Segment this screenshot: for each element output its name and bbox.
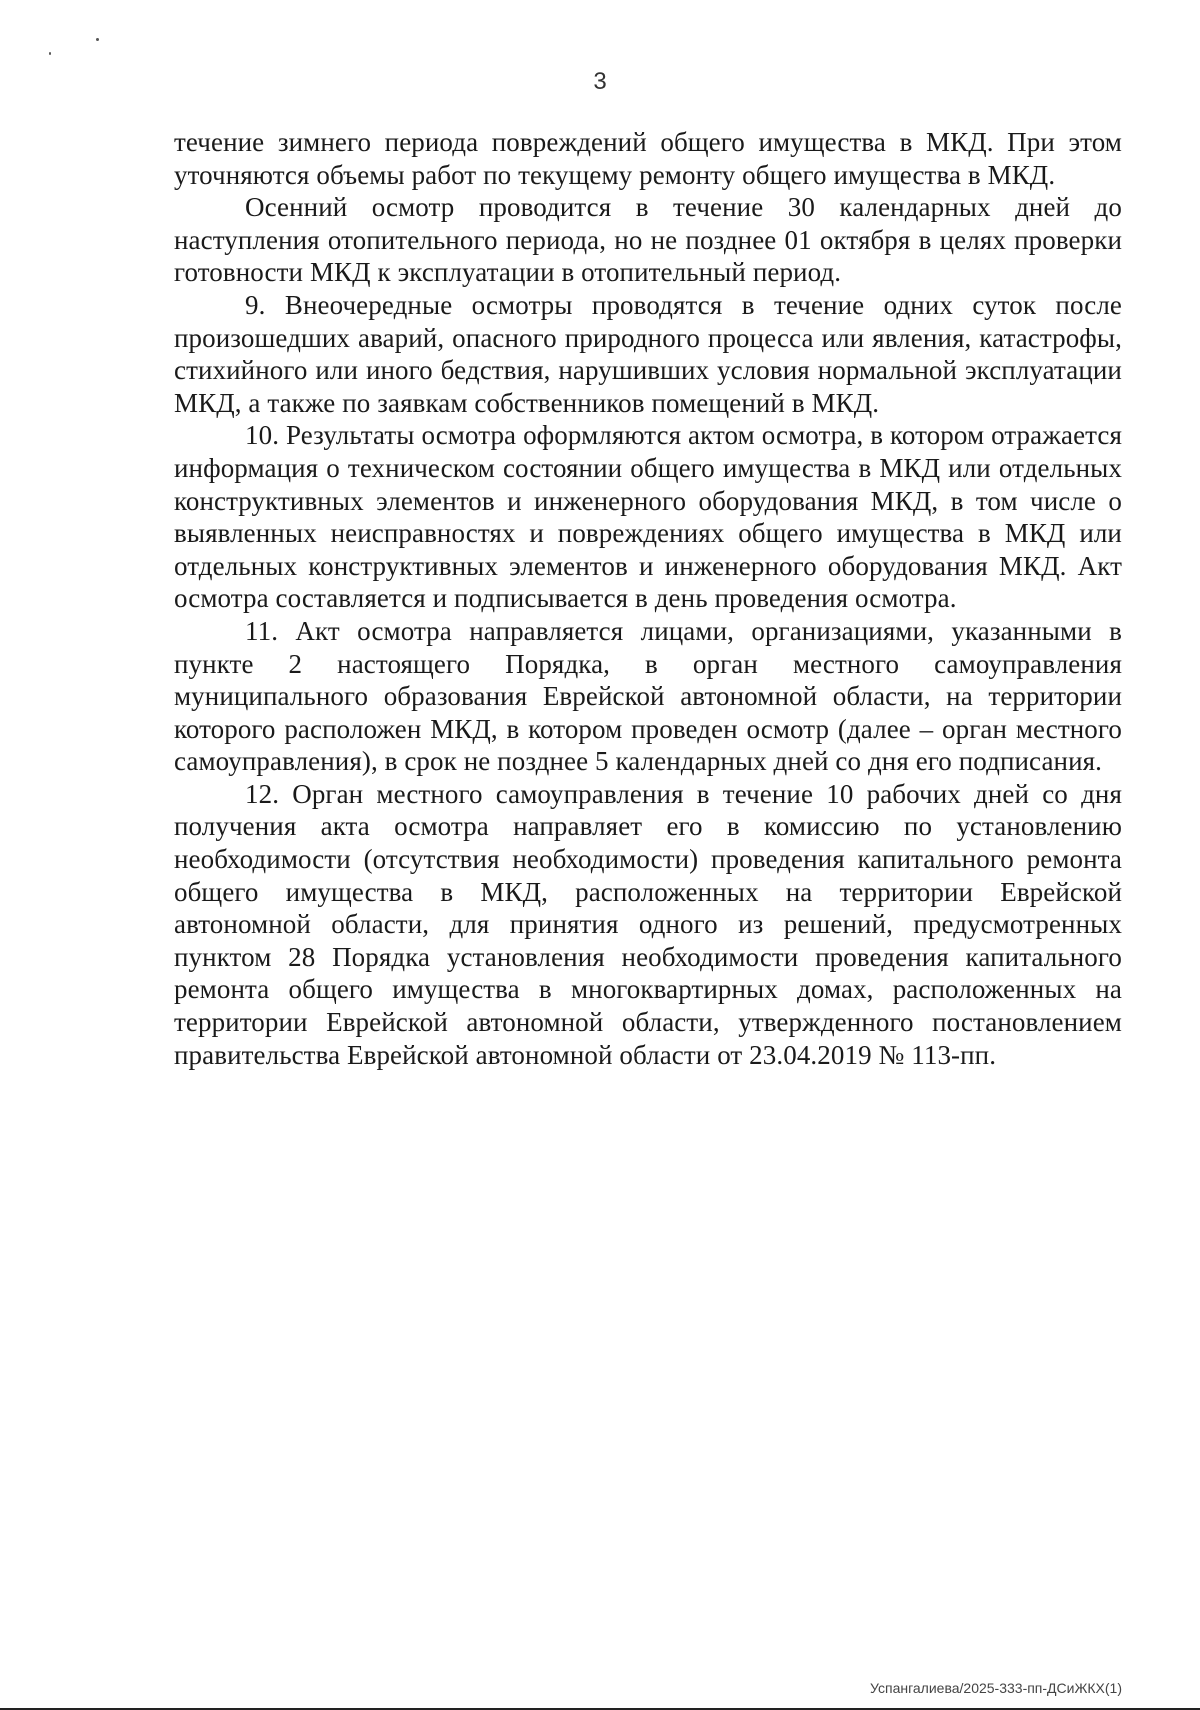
document-body — [174, 126, 1122, 1071]
document-reference: Успангалиева/2025-333-пп-ДСиЖКХ(1) — [870, 1680, 1122, 1696]
paragraph: 12. Орган местного самоуправления в течение 10 рабочих дней со дня получения акта осмотра направляет его в комиссию по установлению необходимости (отсутствия необходимости) проведения капитального ремонта общего имущества в МКД, расположенных на территории Еврейской автономной области, для принятия одного из решений, предусмотренных пунктом 28 Порядка установления необходимости проведения капитального ремонта общего имущества в многоквартирных домах, расположенных на территории Еврейской автономной области, утвержденного постановлением правительства Еврейской автономной области от 23.04.2019 № 113-пп. — [174, 778, 1122, 1070]
scan-speck — [96, 38, 99, 41]
paragraph: Осенний осмотр проводится в течение 30 календарных дней до наступления отопительного периода, но не позднее 01 октября в целях проверки готовности МКД к эксплуатации в отопительный период. — [174, 192, 1122, 288]
scan-speck — [49, 52, 51, 55]
page-number: 3 — [593, 68, 607, 95]
paragraph: 11. Акт осмотра направляется лицами, организациями, указанными в пункте 2 настоящего Порядка, в орган местного самоуправления муниципального образования Еврейской автономной области, на территории которого расположен МКД, в котором проведен осмотр (далее – орган местного самоуправления), в срок не позднее 5 календарных дней со дня его подписания. — [174, 615, 1122, 777]
paragraph: 9. Внеочередные осмотры проводятся в течение одних суток после произошедших аварий, опасного природного процесса или явления, катастрофы, стихийного или иного бедствия, нарушивших условия нормальной эксплуатации МКД, а также по заявкам собственников помещений в МКД. — [174, 289, 1122, 418]
paragraph: течение зимнего периода повреждений общего имущества в МКД. При этом уточняются объемы работ по текущему ремонту общего имущества в МКД. — [174, 127, 1122, 190]
paragraph: 10. Результаты осмотра оформляются актом осмотра, в котором отражается информация о техническом состоянии общего имущества в МКД или отдельных конструктивных элементов и инженерного оборудования МКД, в том числе о выявленных неисправностях и повреждениях общего имущества в МКД или отдельных конструктивных элементов и инженерного оборудования МКД. Акт осмотра составляется и подписывается в день проведения осмотра. — [174, 420, 1122, 614]
